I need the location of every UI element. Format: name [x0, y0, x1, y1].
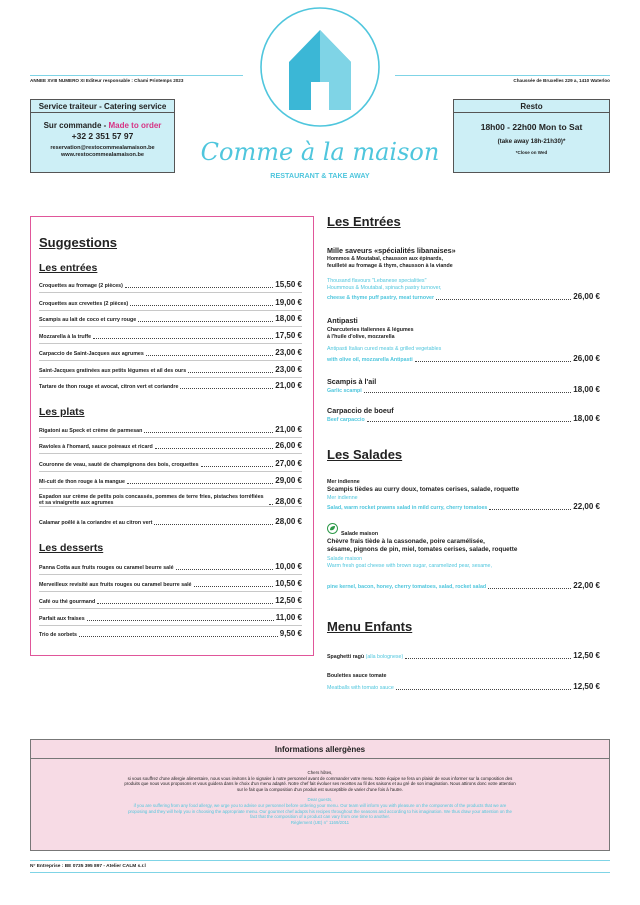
item-separator	[39, 488, 302, 489]
dot-leader	[194, 586, 274, 587]
suggestion-item	[39, 365, 302, 374]
dot-leader	[87, 620, 274, 621]
spaghetti-price: 12,50 €	[573, 651, 600, 660]
suggestion-item	[39, 298, 302, 307]
boulettes-name: Boulettes sauce tomate	[327, 673, 387, 679]
suggestion-item	[39, 425, 302, 434]
allergy-en-greeting: Dear guests,	[307, 797, 333, 803]
suggestion-item	[39, 381, 302, 390]
suggestion-item-price: 9,50 €	[279, 629, 302, 638]
suggestion-item-name: Mozzarella à la truffe	[39, 334, 92, 340]
allergy-fr-2: produits que nous vous proposons et vous guidera dans le choix d'un menu adapté. Notre chef fait évoluer ses recettes au fil des saisons et au gré de son imagination. Nous attirons donc votre attention	[124, 781, 516, 787]
suggestion-item-price: 17,50 €	[275, 331, 302, 340]
dot-leader	[127, 483, 273, 484]
plats-title: Les plats	[39, 406, 85, 418]
mer-name: Mer indienne	[327, 479, 360, 485]
suggestion-item-name: Merveilleux revisité aux fruits rouges ou caramel beurre salé	[39, 582, 192, 588]
boulettes-price: 12,50 €	[573, 682, 600, 691]
carpaccio-name: Carpaccio de boeuf	[327, 406, 394, 415]
item-separator	[39, 471, 302, 472]
mer-price-row	[327, 502, 600, 511]
antipasti-en-1: Antipasti Italian cured meats & grilled vegetables	[327, 346, 442, 352]
dot-leader	[489, 509, 571, 510]
suggestion-item-price: 10,00 €	[275, 562, 302, 571]
boulettes-en: Meatballs with tomato sauce	[327, 685, 394, 691]
maison-en-2: Warm fresh goat cheese with brown sugar, caramelized pear, sesame,	[327, 562, 492, 569]
allergy-regulation: Règlement (UE) n° 1169/2011	[290, 819, 350, 825]
spaghetti-row	[327, 651, 600, 660]
catering-box	[30, 99, 175, 173]
suggestion-item-price: 29,00 €	[275, 476, 302, 485]
suggestion-item	[39, 613, 302, 622]
carpaccio-price: 18,00 €	[573, 414, 600, 423]
suggestion-item-name: Couronne de veau, sauté de champignons des bois, croquettes	[39, 462, 199, 468]
suggestion-item-name: Ravioles à l'homard, sauce poireaux et ricard	[39, 444, 153, 450]
maison-price-row	[327, 581, 600, 590]
item-separator	[39, 608, 302, 609]
item-separator	[39, 453, 302, 454]
dot-leader	[146, 355, 273, 356]
maison-fr-2: sésame, pignons de pin, miel, tomates cerises, salade, roquette	[327, 546, 518, 553]
brand-name: Comme à la maison	[200, 138, 440, 166]
dot-leader	[144, 432, 273, 433]
house-logo	[259, 6, 381, 128]
suggestion-item-price: 10,50 €	[275, 579, 302, 588]
mille-en-3: cheese & thyme puff pastry, meat turnover	[327, 295, 435, 301]
carpaccio-price-row	[327, 414, 600, 423]
phone[interactable]: +32 2 351 57 97	[71, 131, 134, 141]
email[interactable]: reservation@restocommealamaison.be	[50, 145, 155, 151]
suggestion-item-price: 21,00 €	[275, 381, 302, 390]
order-fr: Sur commande -	[43, 121, 109, 130]
dot-leader	[367, 421, 572, 422]
suggestion-item	[39, 331, 302, 340]
mille-fr-1: Hommos & Moutabal, chausson aux épinards,	[327, 256, 443, 262]
dot-leader	[97, 603, 273, 604]
item-separator	[39, 437, 302, 438]
antipasti-price: 26,00 €	[573, 354, 600, 363]
suggestion-item-price: 18,00 €	[275, 314, 302, 323]
item-separator	[39, 326, 302, 327]
suggestion-item-price: 23,00 €	[275, 365, 302, 374]
allergy-box	[30, 739, 610, 851]
dot-leader	[436, 299, 571, 300]
suggestion-item	[39, 476, 302, 485]
suggestion-item-price: 15,50 €	[275, 280, 302, 289]
order-line	[31, 121, 174, 130]
dot-leader	[130, 305, 273, 306]
item-separator	[39, 343, 302, 344]
spaghetti-name: Spaghetti ragù	[327, 654, 365, 660]
suggestion-item-price: 11,00 €	[275, 613, 302, 622]
maison-en-1: Salade maison	[327, 556, 363, 562]
allergy-fr-greeting: Chers hôtes,	[307, 770, 333, 775]
resto-hours: 18h00 - 22h00 Mon to Sat	[480, 122, 583, 132]
mille-en-1: Thousand flavours "Lebanese specialities"	[327, 278, 427, 284]
suggestion-item-price: 23,00 €	[275, 348, 302, 357]
suggestion-item-name: Parfait aux fraises	[39, 616, 85, 622]
suggestion-item-price: 12,50 €	[275, 596, 302, 605]
scampis-en: Garlic scampi	[327, 388, 362, 394]
dot-leader	[180, 388, 273, 389]
antipasti-fr-1: Charcuteries italiennes & légumes	[327, 327, 414, 333]
header-rule-right	[395, 75, 610, 76]
company-number: N° Entreprise : BE 0735 395 897 - Atelier CALM s.r.l	[30, 864, 146, 869]
antipasti-name: Antipasti	[327, 316, 358, 325]
resto-title: Resto	[454, 100, 609, 113]
brand-tagline: RESTAURANT & TAKE AWAY	[270, 171, 370, 180]
dot-leader	[201, 466, 274, 467]
dot-leader	[364, 392, 572, 393]
header-rule-left	[30, 75, 243, 76]
suggestion-item	[39, 562, 302, 571]
maison-price: 22,00 €	[573, 581, 600, 590]
allergy-fr-3: sur le fait que la composition d'un produit est susceptible de varier d'une fois à l'autre.	[236, 786, 404, 792]
scampis-price-row	[327, 385, 600, 394]
suggestion-item-name: Croquettes aux crevettes (2 pièces)	[39, 301, 129, 307]
suggestion-item	[39, 579, 302, 588]
item-separator	[39, 574, 302, 575]
suggestion-item	[39, 441, 302, 450]
suggestion-item-name: Panna Cotta aux fruits rouges ou caramel beurre salé	[39, 565, 174, 571]
antipasti-price-row	[327, 354, 600, 363]
takeaway-hours: (take away 18h-21h30)*	[497, 138, 566, 145]
les-entrees-title: Les Entrées	[327, 214, 401, 229]
dot-leader	[176, 569, 274, 570]
dot-leader	[93, 338, 273, 339]
item-separator	[39, 360, 302, 361]
closing-note: *Close on Wed	[515, 150, 548, 155]
mer-en-1: Mer indienne	[327, 495, 358, 501]
footer-rule-top	[30, 860, 610, 861]
maison-name: Salade maison	[341, 531, 379, 537]
item-separator	[39, 292, 302, 293]
suggestion-item-price: 27,00 €	[275, 459, 302, 468]
scampis-name: Scampis à l'ail	[327, 377, 377, 386]
entrees-title: Les entrées	[39, 262, 98, 274]
suggestion-item-name: Croquettes au fromage (2 pièces)	[39, 283, 123, 289]
mer-fr: Scampis tièdes au curry doux, tomates cerises, salade, roquette	[327, 486, 520, 493]
dot-leader	[154, 524, 273, 525]
suggestion-item	[39, 517, 302, 526]
suggestion-item-name: Tartare de thon rouge et avocat, citron vert et coriandre	[39, 384, 179, 390]
item-separator	[39, 625, 302, 626]
dot-leader	[79, 636, 278, 637]
scampis-price: 18,00 €	[573, 385, 600, 394]
suggestion-item-name: Mi-cuit de thon rouge à la mangue	[39, 479, 125, 485]
mille-price-row	[327, 292, 600, 301]
carpaccio-en: Beef carpaccio	[327, 417, 365, 423]
mille-name: Mille saveurs «spécialités libanaises»	[327, 246, 456, 255]
suggestion-item-price: 21,00 €	[275, 425, 302, 434]
dot-leader	[125, 287, 273, 288]
dot-leader	[488, 588, 571, 589]
maison-en-3: pine kernel, bacon, honey, cherry tomatoes, salad, rocket salad	[327, 584, 487, 590]
suggestion-item-name: Espadon sur crème de petits pois concassés, pommes de terre fries, pistaches torréfiées et sa vinaigrette aux agrumes	[39, 494, 264, 507]
dot-leader	[138, 321, 273, 322]
dot-leader	[396, 689, 571, 690]
suggestion-item-name: Rigatoni au Speck et crème de parmesan	[39, 428, 143, 434]
suggestion-item-name: Trio de sorbets	[39, 632, 77, 638]
desserts-title: Les desserts	[39, 542, 104, 554]
suggestion-item-name: Calamar poêlé à la coriandre et au citron vert	[39, 520, 153, 526]
suggestion-item-price: 19,00 €	[275, 298, 302, 307]
address: Chaussée de Bruxelles 229 a, 1410 Waterloo	[513, 78, 610, 83]
suggestion-item-price: 26,00 €	[275, 441, 302, 450]
suggestion-item-price: 28,00 €	[275, 517, 302, 526]
suggestion-item-name: Carpaccio de Saint-Jacques aux agrumes	[39, 351, 144, 357]
dot-leader	[405, 658, 571, 659]
vegetarian-icon	[327, 521, 338, 532]
mer-en-2: Salad, warm rocket prawns salad in mild curry, cherry tomatoes	[327, 505, 488, 511]
item-separator	[39, 506, 302, 507]
allergy-en-3: fact that the composition of a product can vary from one time to another.	[250, 814, 390, 820]
les-salades-title: Les Salades	[327, 447, 403, 462]
allergy-en-2: proposing and they will help you in choosing the appropriate menu. Our gourmet chef adapts his recipes throughout the seasons and according to his imagination. We thus draw your attention on the	[128, 808, 512, 814]
antipasti-fr-2: à l'huile d'olive, mozzarella	[327, 333, 395, 340]
footer-rule-bottom	[30, 872, 610, 873]
maison-fr-1: Chèvre frais tiède à la cassonade, poire caramélisée,	[327, 538, 485, 545]
suggestion-item-name: Scampis au lait de coco et curry rouge	[39, 317, 137, 323]
suggestion-item-name: Café ou thé gourmand	[39, 599, 96, 605]
resto-box	[453, 99, 610, 173]
spaghetti-en: (alla bolognese)	[365, 654, 404, 660]
suggestions-title: Suggestions	[39, 235, 118, 250]
suggestion-item	[39, 494, 302, 506]
suggestion-item	[39, 459, 302, 468]
suggestion-item	[39, 280, 302, 289]
website[interactable]: www.restocommealamaison.be	[60, 152, 145, 158]
mille-en-2: Hoummous & Moutabal, spinach pastry turnover,	[327, 284, 442, 291]
menu-enfants-title: Menu Enfants	[327, 619, 413, 634]
item-separator	[39, 377, 302, 378]
suggestion-item	[39, 314, 302, 323]
allergy-title: Informations allergènes	[31, 740, 609, 759]
dot-leader	[188, 372, 273, 373]
item-separator	[39, 591, 302, 592]
suggestion-item-price: 28,00 €	[275, 497, 302, 507]
catering-title: Service traiteur - Catering service	[31, 100, 174, 113]
allergy-en-1: if you are suffering from any food allergy, we urge you to advise our personnel before ordering your menu. Our team will inform you with pleasure on the components of the products that we are	[133, 802, 507, 808]
suggestion-item	[39, 348, 302, 357]
suggestion-item	[39, 629, 302, 638]
item-separator	[39, 310, 302, 311]
allergy-fr-1: si vous souffrez d'une allergie alimentaire, nous vous invitons à le signaler à notre personnel avant de commander votre menu. Notre équipe se fera un plaisir de vous informer sur la composition des	[127, 775, 513, 781]
dot-leader	[415, 361, 572, 362]
mille-price: 26,00 €	[573, 292, 600, 301]
order-en: Made to order	[108, 121, 162, 130]
antipasti-en-2: with olive oil, mozzarella Antipasti	[327, 357, 413, 363]
edition-info: ANNEE XVIII NUMERO XI Editeur responsable : Chami Printemps 2023	[30, 78, 184, 83]
mer-price: 22,00 €	[573, 502, 600, 511]
boulettes-row	[327, 682, 600, 691]
suggestion-item	[39, 596, 302, 605]
dot-leader	[155, 448, 274, 449]
mille-fr-2: feuilleté au fromage & thym, chausson à la viande	[327, 262, 453, 269]
suggestion-item-name: Saint-Jacques gratinées aux petits légumes et ail des ours	[39, 368, 187, 374]
